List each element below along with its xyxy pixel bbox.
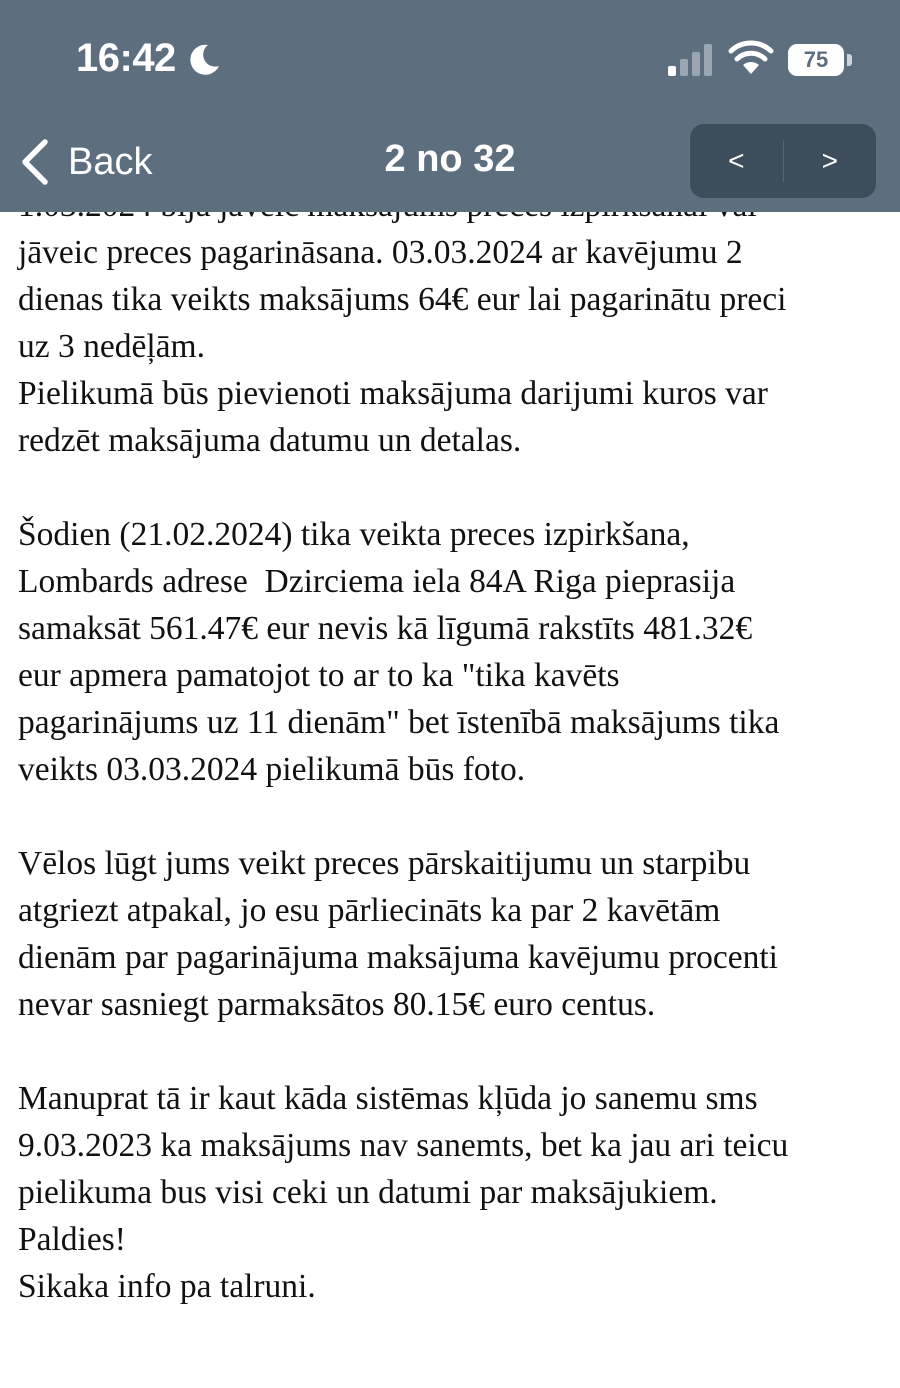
status-bar	[0, 0, 900, 120]
text-line: Paldies!	[18, 1221, 126, 1258]
previous-button[interactable]: <	[728, 145, 745, 176]
text-line: 9.03.2023 ka maksājums nav sanemts, bet ka jau ari teicu	[18, 1127, 789, 1164]
text-line: Sikaka info pa talruni.	[18, 1268, 316, 1305]
text-line: samaksāt 561.47€ eur nevis kā līgumā rakstīts 481.32€	[18, 610, 753, 647]
back-label: Back	[68, 140, 153, 183]
page-counter: 2 no 32	[384, 138, 516, 180]
text-line: jāveic preces pagarināsana. 03.03.2024 ar kavējumu 2	[18, 234, 743, 271]
moon-icon	[186, 42, 222, 78]
signal-icon	[666, 44, 716, 76]
top-header	[0, 0, 900, 212]
text-line: dienām par pagarinājuma maksājuma kavējumu procenti	[18, 939, 778, 976]
paragraph	[18, 840, 888, 1028]
next-button[interactable]: >	[821, 145, 838, 176]
pager-control	[690, 124, 876, 198]
status-time: 16:42	[76, 36, 176, 80]
text-line: Šodien (21.02.2024) tika veikta preces izpirkšana,	[18, 516, 690, 553]
nav-bar	[0, 120, 900, 212]
text-line: Vēlos lūgt jums veikt preces pārskaitijumu un starpibu	[18, 845, 751, 882]
back-button[interactable]	[18, 134, 152, 190]
paragraph	[18, 1075, 888, 1310]
text-line: dienas tika veikts maksājums 64€ eur lai pagarinātu preci	[18, 281, 787, 318]
text-line: pagarinājums uz 11 dienām" bet īstenībā maksājums tika	[18, 704, 780, 741]
text-line: atgriezt atpakal, jo esu pārliecināts ka par 2 kavētām	[18, 892, 721, 929]
text-line: Manuprat tā ir kaut kāda sistēmas kļūda jo sanemu sms	[18, 1080, 758, 1117]
text-line: redzēt maksājuma datumu un detalas.	[18, 422, 522, 459]
paragraph	[18, 182, 888, 464]
text-line: eur apmera pamatojot to ar to ka "tika kavēts	[18, 657, 620, 694]
text-line: veikts 03.03.2024 pielikumā būs foto.	[18, 751, 526, 788]
text-line: nevar sasniegt parmaksātos 80.15€ euro centus.	[18, 986, 656, 1023]
battery-icon: 75	[788, 44, 844, 76]
paragraph	[18, 511, 888, 793]
text-line: Pielikumā būs pievienoti maksājuma darijumi kuros var	[18, 375, 768, 412]
chevron-left-icon	[18, 138, 52, 186]
text-line: uz 3 nedēļām.	[18, 328, 205, 365]
text-line: Lombards adrese Dzirciema iela 84A Riga pieprasija	[18, 563, 736, 600]
wifi-icon	[728, 40, 774, 76]
text-line: pielikuma bus visi ceki un datumi par maksājukiem.	[18, 1174, 718, 1211]
message-body	[18, 182, 888, 1357]
battery-tip	[847, 54, 852, 66]
